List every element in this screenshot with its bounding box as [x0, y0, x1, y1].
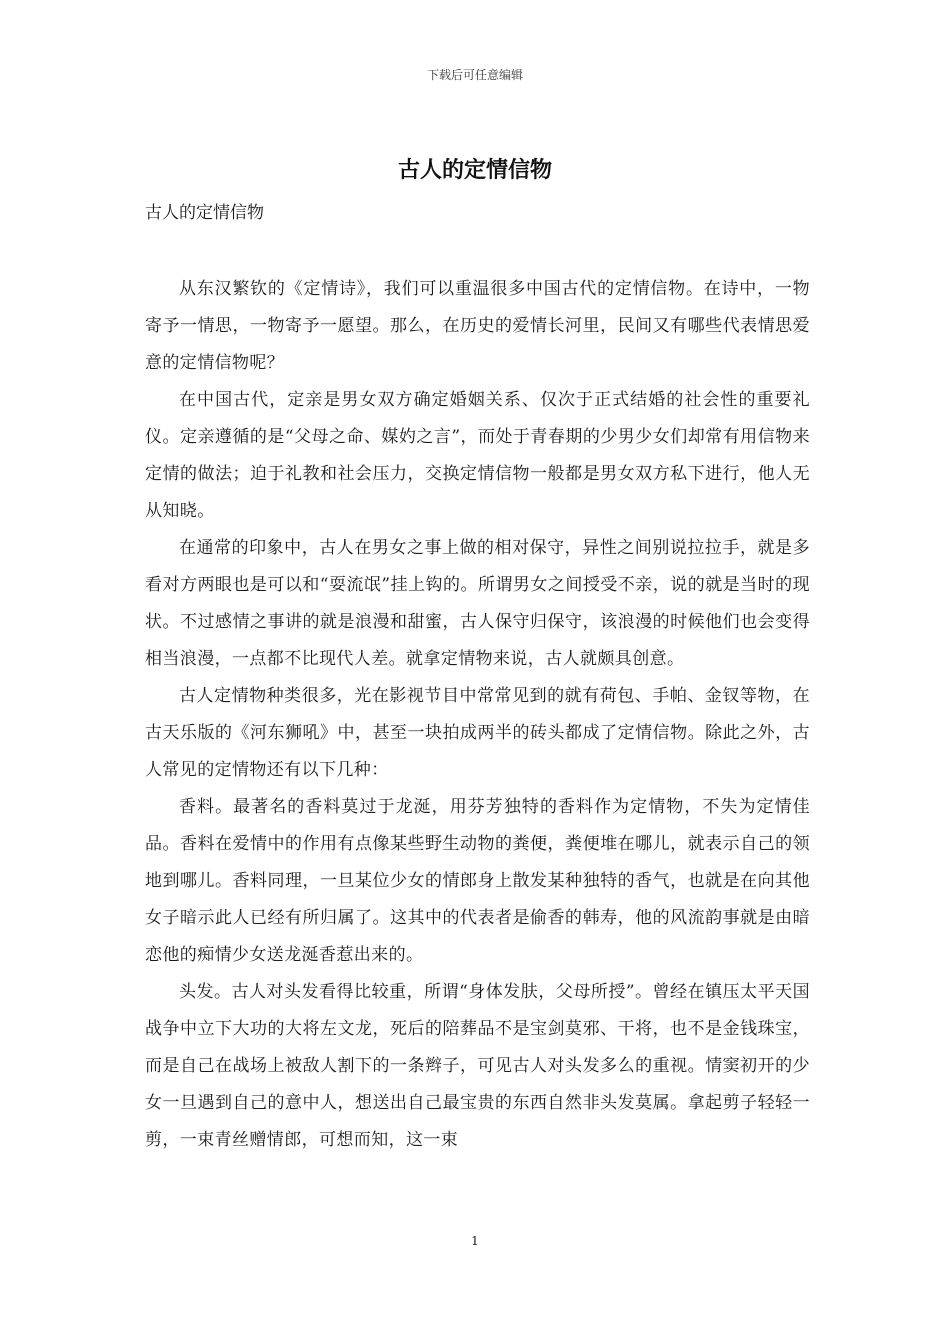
document-title: 古人的定情信物 — [397, 157, 552, 183]
header-note: 下载后可任意编辑 — [426, 68, 523, 82]
paragraph: 头发。古人对头发看得比较重，所谓“身体发肤，父母所授”。曾经在镇压太平天国战争中立下大功的大将左文龙，死后的陪葬品不是宝剑莫邪、干将，也不是金钱珠宝，而是自己在战场上被敌人割下的一条辫子，可见古人对头发多么的重视。情窦初开的少女一旦遇到自己的意中人，想送出自己最宝贵的东西自然非头发莫属。拿起剪子轻轻一剪，一束青丝赠情郎，可想而知，这一束 — [145, 982, 810, 1150]
body-text — [145, 271, 810, 1159]
paragraph: 在通常的印象中，古人在男女之事上做的相对保守，异性之间别说拉拉手，就是多看对方两眼也是可以和“耍流氓”挂上钩的。所谓男女之间授受不亲，说的就是当时的现状。不过感情之事讲的就是浪漫和甜蜜，古人保守归保守，该浪漫的时候他们也会变得相当浪漫，一点都不比现代人差。就拿定情物来说，古人就颇具创意。 — [145, 538, 810, 669]
paragraph: 古人定情物种类很多，光在影视节目中常常见到的就有荷包、手帕、金钗等物，在古天乐版的《河东狮吼》中，甚至一块拍成两半的砖头都成了定情信物。除此之外，古人常见的定情物还有以下几种： — [145, 686, 810, 780]
paragraph: 香料。最著名的香料莫过于龙涎，用芬芳独特的香料作为定情物，不失为定情佳品。香料在爱情中的作用有点像某些野生动物的粪便，粪便堆在哪儿，就表示自己的领地到哪儿。香料同理，一旦某位少女的情郎身上散发某种独特的香气，也就是在向其他女子暗示此人已经有所归属了。这其中的代表者是偷香的韩寿，他的风流韵事就是由暗恋他的痴情少女送龙涎香惹出来的。 — [145, 797, 810, 965]
paragraph: 在中国古代，定亲是男女双方确定婚姻关系、仅次于正式结婚的社会性的重要礼仪。定亲遵循的是“父母之命、媒妁之言”，而处于青春期的少男少女们却常有用信物来定情的做法；迫于礼教和社会压力，交换定情信物一般都是男女双方私下进行，他人无从知晓。 — [145, 390, 810, 521]
paragraph: 从东汉繁钦的《定情诗》，我们可以重温很多中国古代的定情信物。在诗中，一物寄予一情思，一物寄予一愿望。那么，在历史的爱情长河里，民间又有哪些代表情思爱意的定情信物呢？ — [145, 279, 810, 373]
document-subtitle: 古人的定情信物 — [145, 203, 264, 223]
page-number: 1 — [471, 1234, 479, 1248]
